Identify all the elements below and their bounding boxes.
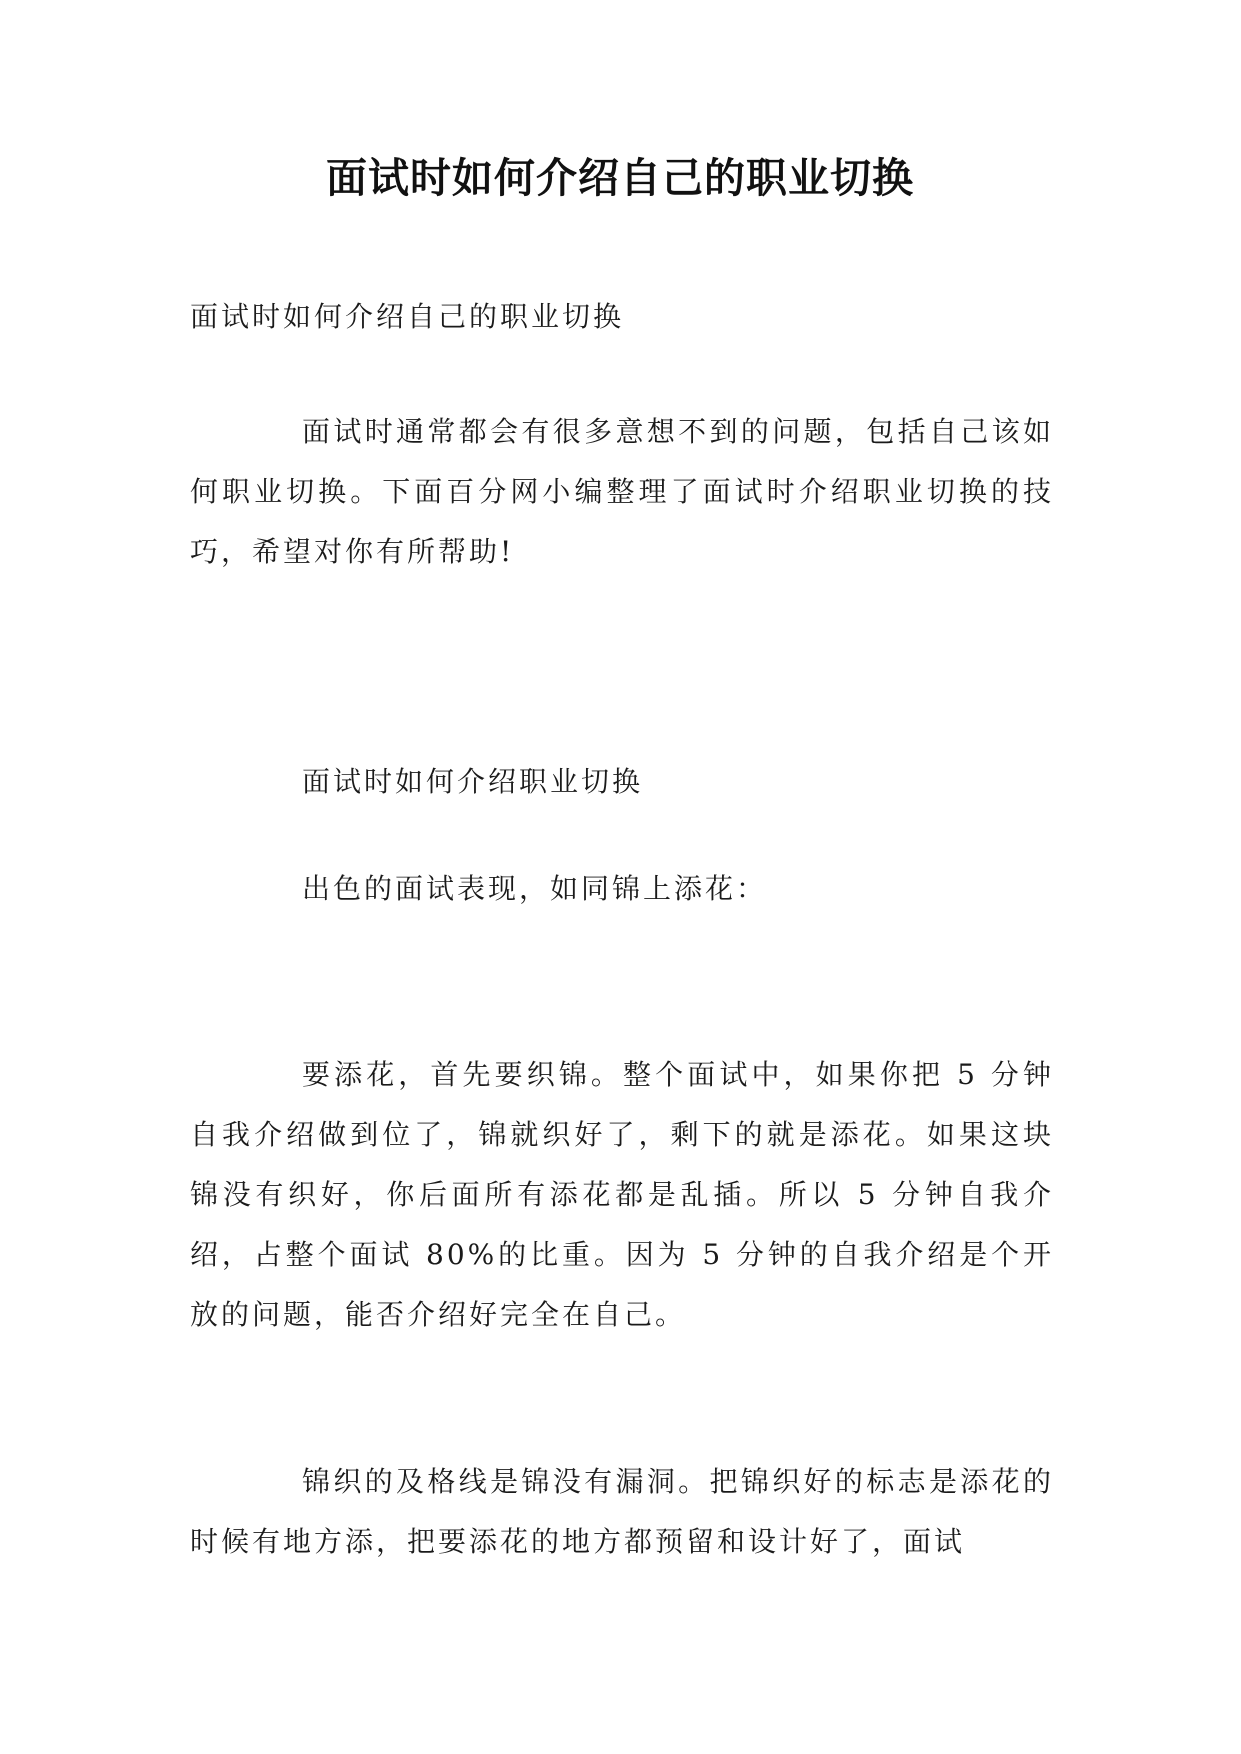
body-paragraph-1: 要添花，首先要织锦。整个面试中，如果你把 5 分钟自我介绍做到位了，锦就织好了，剩下的就是添花。如果这块锦没有织好，你后面所有添花都是乱插。所以 5 分钟自我介绍，占整个面试 80%的比重。因为 5 分钟的自我介绍是个开放的问题，能否介绍好完全在自己。 (190, 1058, 1054, 1331)
body-paragraph-2: 锦织的及格线是锦没有漏洞。把锦织好的标志是添花的时候有地方添，把要添花的地方都预留和设计好了，面试 (190, 1465, 1054, 1558)
section-heading: 面试时如何介绍职业切换 (302, 765, 644, 798)
subtitle-paragraph: 面试时如何介绍自己的职业切换 (190, 300, 625, 333)
document-title: 面试时如何介绍自己的职业切换 (326, 154, 914, 202)
intro-paragraph: 面试时通常都会有很多意想不到的问题，包括自己该如何职业切换。下面百分网小编整理了面试时介绍职业切换的技巧，希望对你有所帮助! (190, 415, 1054, 568)
lead-paragraph: 出色的面试表现，如同锦上添花： (302, 872, 768, 905)
